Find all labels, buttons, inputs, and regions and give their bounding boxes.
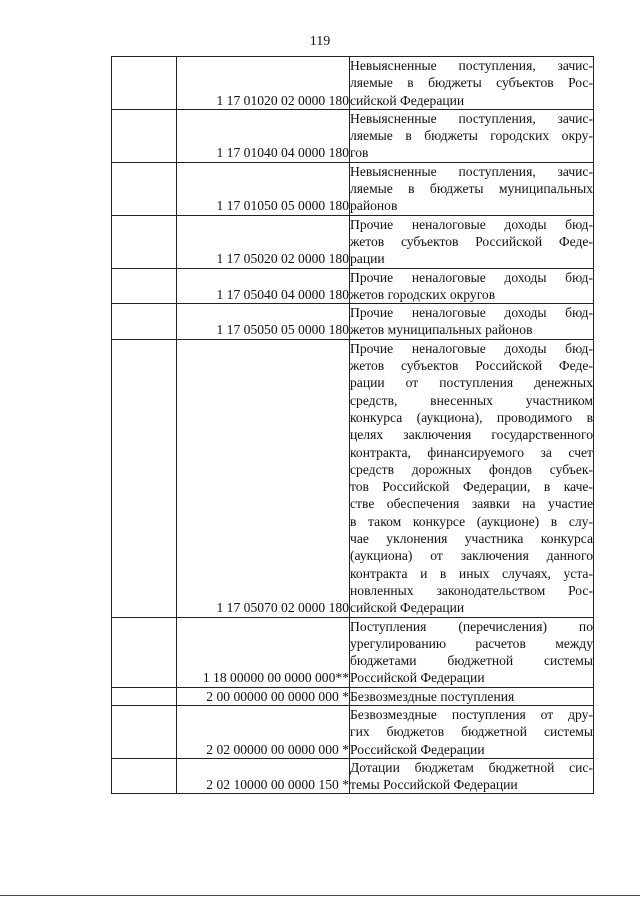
revenue-name-line: Безвозмездные поступления — [350, 688, 515, 704]
page-number: 119 — [309, 34, 331, 49]
revenue-name-cell — [350, 109, 594, 162]
revenue-name-line: Поступления (перечисления) по — [350, 618, 593, 634]
table-row — [112, 162, 594, 215]
table-row — [112, 215, 594, 268]
budget-classification-code: 2 02 10000 00 0000 150 * — [177, 758, 350, 794]
admin-code-cell — [112, 687, 177, 705]
table-row — [112, 109, 594, 162]
revenue-name-line: Невыясненные поступления, зачис- — [350, 110, 593, 126]
revenue-name-line: ляемые в бюджеты субъектов Рос- — [350, 75, 593, 91]
revenue-name-line: районов — [350, 198, 398, 214]
revenue-name-line: ляемые в бюджеты муниципальных — [350, 181, 593, 197]
revenue-name-cell — [350, 758, 594, 794]
admin-code-cell — [112, 758, 177, 794]
revenue-name-line: Прочие неналоговые доходы бюд- — [350, 340, 593, 356]
revenue-name-cell — [350, 162, 594, 215]
revenue-name-line: жетов муниципальных районов — [350, 322, 533, 338]
table-row — [112, 705, 594, 758]
revenue-name-line: жетов субъектов Российской Феде- — [350, 358, 593, 374]
revenue-name-line: Российской Федерации — [350, 741, 485, 757]
revenue-name-cell — [350, 215, 594, 268]
revenue-codes-table — [111, 56, 594, 794]
admin-code-cell — [112, 109, 177, 162]
revenue-name-line: Невыясненные поступления, зачис- — [350, 58, 593, 73]
revenue-name-line: целях заключения государственного — [350, 427, 593, 443]
revenue-name-line: сийской Федерации — [350, 92, 465, 108]
budget-classification-code: 1 18 00000 00 0000 000** — [177, 617, 350, 687]
revenue-name-line: Прочие неналоговые доходы бюд- — [350, 269, 593, 285]
revenue-name-line: контракта и в иных случаях, уста- — [350, 565, 593, 581]
revenue-name-line: урегулированию расчетов между — [350, 635, 593, 651]
table-row — [112, 758, 594, 794]
budget-classification-code: 1 17 01020 02 0000 180 — [177, 57, 350, 110]
revenue-name-cell — [350, 617, 594, 687]
revenue-name-line: конкурса (аукциона), проводимого в — [350, 409, 593, 425]
admin-code-cell — [112, 304, 177, 340]
admin-code-cell — [112, 339, 177, 617]
revenue-name-line: тов Российской Федерации, в каче- — [350, 479, 593, 495]
revenue-name-line: (аукциона) от заключения данного — [350, 548, 593, 564]
revenue-name-line: Прочие неналоговые доходы бюд- — [350, 216, 593, 232]
revenue-name-line: средств дорожных фондов субъек- — [350, 461, 593, 477]
revenue-name-line: Дотации бюджетам бюджетной сис- — [350, 759, 593, 775]
budget-classification-code: 2 00 00000 00 0000 000 * — [177, 687, 350, 705]
revenue-name-line: рации от поступления денежных — [350, 375, 593, 391]
revenue-name-line: гов — [350, 145, 369, 161]
admin-code-cell — [112, 57, 177, 110]
revenue-name-line: Российской Федерации — [350, 670, 485, 686]
revenue-name-line: в таком конкурсе (аукционе) в слу- — [350, 513, 593, 529]
revenue-name-cell — [350, 339, 594, 617]
revenue-name-line: контракта, финансируемого за счет — [350, 444, 593, 460]
budget-classification-code: 2 02 00000 00 0000 000 * — [177, 705, 350, 758]
revenue-name-line: ляемые в бюджеты городских окру- — [350, 128, 593, 144]
table-row — [112, 617, 594, 687]
revenue-name-line: новленных законодательством Рос- — [350, 582, 593, 598]
budget-classification-code: 1 17 05050 05 0000 180 — [177, 304, 350, 340]
revenue-name-line: бюджетами бюджетной системы — [350, 653, 593, 669]
admin-code-cell — [112, 215, 177, 268]
revenue-name-line: сийской Федерации — [350, 600, 465, 616]
revenue-name-line: гих бюджетов бюджетной системы — [350, 724, 593, 740]
budget-classification-code: 1 17 05070 02 0000 180 — [177, 339, 350, 617]
revenue-name-cell — [350, 705, 594, 758]
budget-classification-code: 1 17 01050 05 0000 180 — [177, 162, 350, 215]
revenue-name-line: жетов городских округов — [350, 286, 496, 302]
table-row — [112, 57, 594, 110]
budget-classification-code: 1 17 01040 04 0000 180 — [177, 109, 350, 162]
revenue-name-line: Невыясненные поступления, зачис- — [350, 163, 593, 179]
revenue-name-line: темы Российской Федерации — [350, 777, 518, 793]
admin-code-cell — [112, 162, 177, 215]
budget-classification-code: 1 17 05040 04 0000 180 — [177, 268, 350, 304]
revenue-name-line: чае уклонения участника конкурса — [350, 531, 593, 547]
revenue-name-cell — [350, 268, 594, 304]
revenue-name-line: рации — [350, 251, 385, 267]
revenue-name-line: Безвозмездные поступления от дру- — [350, 706, 593, 722]
admin-code-cell — [112, 617, 177, 687]
page-bottom-rule — [0, 895, 640, 896]
revenue-name-cell — [350, 57, 594, 110]
revenue-name-cell — [350, 687, 594, 705]
table-row — [112, 268, 594, 304]
admin-code-cell — [112, 705, 177, 758]
revenue-name-line: Прочие неналоговые доходы бюд- — [350, 305, 593, 321]
budget-classification-code: 1 17 05020 02 0000 180 — [177, 215, 350, 268]
revenue-name-line: стве обеспечения заявки на участие — [350, 496, 593, 512]
table-row — [112, 339, 594, 617]
revenue-name-line: жетов субъектов Российской Феде- — [350, 233, 593, 249]
table-row — [112, 687, 594, 705]
revenue-name-line: средств, внесенных участником — [350, 392, 593, 408]
table-row — [112, 304, 594, 340]
revenue-name-cell — [350, 304, 594, 340]
admin-code-cell — [112, 268, 177, 304]
table-body — [112, 57, 594, 794]
